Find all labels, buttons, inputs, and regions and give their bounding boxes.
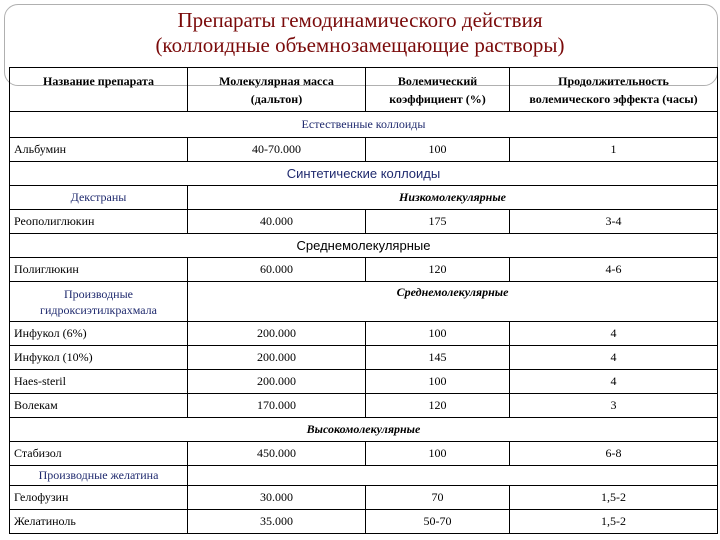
section-dextrans: Декстраны — [10, 186, 188, 210]
subsection-row — [10, 418, 718, 442]
cell-coefficient: 70 — [366, 486, 510, 510]
cell-name: Инфукол (6%) — [10, 322, 188, 346]
cell-name: Стабизол — [10, 442, 188, 466]
cell-name: Инфукол (10%) — [10, 346, 188, 370]
table-row — [10, 138, 718, 162]
empty-cell — [188, 466, 718, 486]
header-name: Название препарата — [10, 68, 188, 112]
section-row — [10, 112, 718, 138]
cell-coefficient: 120 — [366, 394, 510, 418]
section-synthetic: Синтетические коллоиды — [10, 162, 718, 186]
section-high-mol: Высокомолекулярные — [10, 418, 718, 442]
cell-name: Гелофузин — [10, 486, 188, 510]
table-row — [10, 486, 718, 510]
cell-mass: 200.000 — [188, 370, 366, 394]
section-hes: Производные гидроксиэтилкрахмала — [10, 282, 188, 322]
section-row — [10, 162, 718, 186]
table-row — [10, 394, 718, 418]
cell-coefficient: 50-70 — [366, 510, 510, 534]
cell-mass: 60.000 — [188, 258, 366, 282]
cell-duration: 3-4 — [510, 210, 718, 234]
table-row — [10, 322, 718, 346]
cell-mass: 200.000 — [188, 322, 366, 346]
cell-coefficient: 100 — [366, 322, 510, 346]
table-row — [10, 346, 718, 370]
table-header-row — [10, 68, 718, 112]
cell-mass: 450.000 — [188, 442, 366, 466]
cell-duration: 3 — [510, 394, 718, 418]
cell-duration: 4 — [510, 322, 718, 346]
cell-mass: 30.000 — [188, 486, 366, 510]
cell-coefficient: 145 — [366, 346, 510, 370]
subsection-row — [10, 466, 718, 486]
cell-name: Альбумин — [10, 138, 188, 162]
cell-duration: 1,5-2 — [510, 510, 718, 534]
header-duration: Продолжительность волемического эффекта (часы) — [510, 68, 718, 112]
cell-duration: 4 — [510, 346, 718, 370]
cell-name: Волекам — [10, 394, 188, 418]
table-row — [10, 442, 718, 466]
table-row — [10, 370, 718, 394]
table-row — [10, 210, 718, 234]
cell-name: Реополиглюкин — [10, 210, 188, 234]
section-natural: Естественные коллоиды — [10, 112, 718, 138]
page-title: Препараты гемодинамического действия — [177, 8, 543, 32]
cell-mass: 40.000 — [188, 210, 366, 234]
cell-name: Полиглюкин — [10, 258, 188, 282]
section-medium-mol: Среднемолекулярные — [10, 234, 718, 258]
cell-duration: 1,5-2 — [510, 486, 718, 510]
cell-coefficient: 100 — [366, 442, 510, 466]
section-low-mol: Низкомолекулярные — [188, 186, 718, 210]
subsection-row — [10, 186, 718, 210]
cell-name: Haes-steril — [10, 370, 188, 394]
cell-coefficient: 120 — [366, 258, 510, 282]
cell-mass: 200.000 — [188, 346, 366, 370]
cell-duration: 1 — [510, 138, 718, 162]
section-gelatin: Производные желатина — [10, 466, 188, 486]
cell-coefficient: 175 — [366, 210, 510, 234]
cell-coefficient: 100 — [366, 370, 510, 394]
header-coefficient: Волемический коэффициент (%) — [366, 68, 510, 112]
table-row — [10, 510, 718, 534]
subsection-row — [10, 234, 718, 258]
subsection-row — [10, 282, 718, 322]
header-mass: Молекулярная масса (дальтон) — [188, 68, 366, 112]
cell-name: Желатиноль — [10, 510, 188, 534]
table-row — [10, 258, 718, 282]
cell-duration: 4 — [510, 370, 718, 394]
cell-duration: 4-6 — [510, 258, 718, 282]
page-subtitle: (коллоидные объемнозамещающие растворы) — [155, 33, 565, 57]
cell-mass: 35.000 — [188, 510, 366, 534]
cell-coefficient: 100 — [366, 138, 510, 162]
section-medium-mol-2: Среднемолекулярные — [188, 282, 718, 322]
cell-mass: 40-70.000 — [188, 138, 366, 162]
cell-duration: 6-8 — [510, 442, 718, 466]
colloids-table — [9, 67, 718, 534]
cell-mass: 170.000 — [188, 394, 366, 418]
